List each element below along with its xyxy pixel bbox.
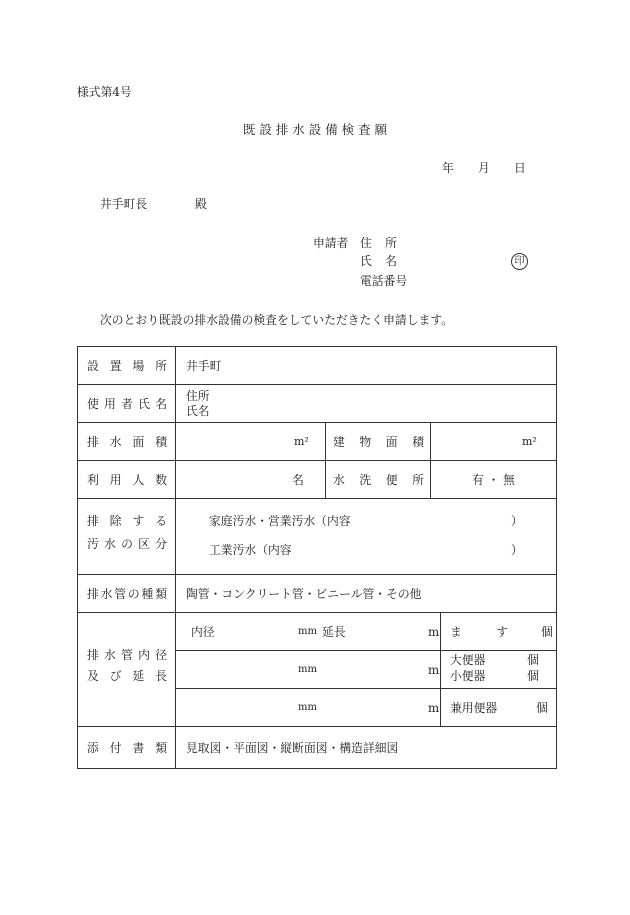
building-area-unit: m²: [522, 434, 537, 448]
sewage-type-label-line1: 排 除 す る: [87, 514, 167, 528]
pipe-kind-label: 排水管の種類: [87, 586, 167, 601]
pipe-kind-label-cell: [77, 574, 176, 613]
date-day-label: 日: [514, 161, 526, 175]
pipe-size-label-line2: 及 び 延 長: [87, 669, 167, 683]
intro-text: 次のとおり既設の排水設備の検査をしていただきたく申請します。: [100, 313, 453, 327]
applicant-phone-label: 電話番号: [360, 274, 408, 288]
building-area-value-cell: [430, 422, 557, 461]
building-area-label-cell: [325, 422, 431, 461]
pipe-diameter-label: 内径: [191, 624, 215, 639]
location-value: 井手町: [186, 358, 222, 373]
attachments-label-cell: [77, 726, 176, 769]
toilet-count-cell: [440, 650, 557, 689]
drainage-area-label: 排 水 面 積: [87, 434, 167, 449]
pipe-length-unit: m: [428, 700, 440, 715]
date-month-label: 月: [478, 161, 490, 175]
masu-cell: [440, 612, 557, 651]
small-toilet-label: 小便器: [450, 669, 486, 683]
pipe-diameter-unit: mm: [298, 663, 317, 675]
applicant-name-label: 氏 名: [360, 254, 397, 268]
pipe-size-row2-cell: [175, 650, 441, 689]
occupants-label: 利 用 人 数: [87, 472, 167, 487]
shared-toilet-label: 兼用便器: [450, 700, 498, 715]
small-toilet-count-unit: 個: [527, 669, 539, 683]
occupants-unit: 名: [292, 472, 304, 487]
pipe-size-row1-cell: [175, 612, 441, 651]
pipe-length-unit: m: [428, 624, 440, 639]
pipe-diameter-unit: mm: [298, 701, 317, 713]
shared-toilet-cell: [440, 688, 557, 727]
location-label-cell: [77, 346, 176, 385]
shared-toilet-count-unit: 個: [536, 700, 548, 715]
large-toilet-label: 大便器: [450, 653, 486, 667]
building-area-label: 建 物 面 積: [333, 434, 424, 449]
form-title: 既 設 排 水 設 備 検 査 願: [242, 122, 388, 137]
drainage-area-value-cell: [175, 422, 326, 461]
user-label: 使 用 者 氏 名: [87, 396, 167, 411]
large-toilet-count-unit: 個: [527, 653, 539, 667]
user-value-cell: [175, 384, 557, 423]
user-address-label: 住所: [186, 389, 210, 403]
location-label: 設 置 場 所: [87, 358, 167, 373]
addressee-honorific: 殿: [195, 197, 207, 211]
flush-toilet-options: 有 ・ 無: [472, 472, 515, 487]
drainage-area-label-cell: [77, 422, 176, 461]
pipe-kind-options: 陶管・コンクリート管・ビニール管・その他: [186, 586, 422, 601]
masu-count-unit: 個: [541, 624, 553, 639]
sewage-domestic-text: 家庭汚水・営業汚水（内容: [209, 514, 351, 528]
pipe-size-label-line1: 排 水 管 内 径: [87, 648, 167, 662]
pipe-size-row3-cell: [175, 688, 441, 727]
sewage-type-label-line2: 汚 水 の 区 分: [87, 537, 167, 551]
attachments-value: 見取図・平面図・縦断面図・構造詳細図: [186, 740, 399, 755]
applicant-address-label: 住 所: [360, 236, 397, 250]
pipe-length-label: 延長: [322, 624, 346, 639]
sewage-domestic-close: ）: [511, 514, 523, 528]
attachments-label: 添 付 書 類: [87, 740, 167, 755]
flush-toilet-label: 水 洗 便 所: [333, 472, 424, 487]
sewage-industrial-close: ）: [511, 543, 523, 557]
pipe-length-unit: m: [428, 662, 440, 677]
sewage-type-value-cell: [175, 498, 557, 575]
attachments-value-cell: [175, 726, 557, 769]
location-value-cell: [175, 346, 557, 385]
occupants-label-cell: [77, 460, 176, 499]
user-name-label: 氏名: [186, 404, 210, 418]
addressee-name: 井手町長: [100, 197, 148, 211]
form-number: 様式第4号: [77, 85, 132, 99]
flush-toilet-value-cell: [430, 460, 557, 499]
drainage-area-unit: m²: [294, 434, 309, 448]
occupants-value-cell: [175, 460, 326, 499]
seal-mark: 印: [511, 253, 528, 270]
user-label-cell: [77, 384, 176, 423]
date-year-label: 年: [442, 161, 454, 175]
pipe-size-label-cell: [77, 612, 176, 727]
pipe-diameter-unit: mm: [298, 625, 317, 637]
pipe-kind-value-cell: [175, 574, 557, 613]
applicant-label: 申請者: [313, 236, 349, 250]
flush-toilet-label-cell: [325, 460, 431, 499]
sewage-type-label-cell: [77, 498, 176, 575]
sewage-industrial-text: 工業汚水（内容: [209, 543, 292, 557]
masu-label: ま す: [450, 624, 508, 639]
